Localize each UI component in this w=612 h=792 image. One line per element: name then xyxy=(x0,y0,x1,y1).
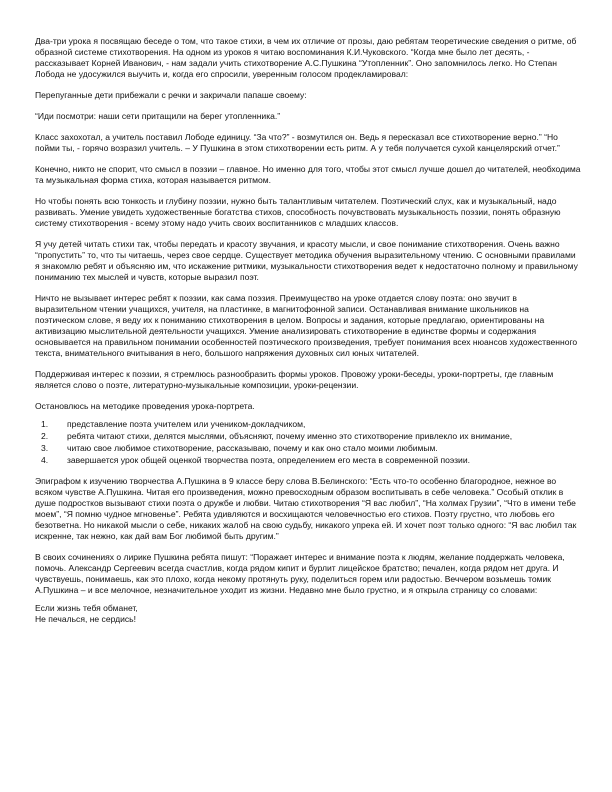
list-item xyxy=(35,431,581,442)
document-page xyxy=(35,36,581,625)
list-item xyxy=(35,443,581,454)
paragraph-student-essays: В своих сочинениях о лирике Пушкина ребята пишут: “Поражает интерес и внимание поэта к людям, желание поддержать человека, помочь. Александр Сергеевич всегда счастлив, когда рядом кипит и бурлит лицейское братство; печален, когда рядом нет друга. И чувствуешь, понимаешь, как это плохо, когда некому протянуть руку, поделиться горем или радостью. Веччером возьмешь томик А.Пушкина – и все мелочное, незначительное уходит из жизни. Недавно мне было грустно, и я открыла страницу со словами: xyxy=(35,552,565,595)
list-item-number: 1. xyxy=(41,419,49,429)
list-item-text: представление поэта учителем или учеником-докладчиком, xyxy=(67,419,306,429)
method-list xyxy=(35,419,581,466)
verse-line: Не печалься, не сердись! xyxy=(35,614,136,624)
verse-line: Если жизнь тебя обманет, xyxy=(35,603,138,613)
paragraph-class-laughed: Класс захохотал, а учитель поставил Лободе единицу. “За что?” - возмутился он. Ведь я пересказал все стихотворение верно.” “Но пойми ты, - горячо возразил учитель. – У Пушкина в этом стихотворении есть ритм. А у тебя получается сухой канцелярский отчет.” xyxy=(35,132,560,153)
list-item-number: 4. xyxy=(41,455,49,465)
paragraph-talented-reader: Но чтобы понять всю тонкость и глубину поэзии, нужно быть талантливым читателем. Поэтический слух, как и музыкальный, надо развивать. Умение увидеть художественные богатства стихов, способность почувствовать музыкальность поэзии, понять образную систему стихотворения - всему этому надо учить своих воспитанников с младших классов. xyxy=(35,196,561,228)
paragraph-teach-reading: Я учу детей читать стихи так, чтобы передать и красоту звучания, и красоту мысли, и свое понимание стихотворения. Очень важно “пропустить” то, что ты читаешь, через свое сердце. Существует методика обучения выразительному чтению. С основными правилами я знакомлю ребят и объясняю им, что искажение ритмики, музыкальности стихотворения ведет к недостаточно полному и правильному пониманию тех мыслей и чувств, которые выразил поэт. xyxy=(35,239,578,282)
verse-quote xyxy=(35,603,581,625)
paragraph-intro: Два-три урока я посвящаю беседе о том, что такое стихи, в чем их отличие от прозы, даю ребятам теоретические сведения о ритме, об образной системе стихотворения. На одном из уроков я читаю воспоминания К.И.Чуковского. “Когда мне было лет десять, - рассказывает Корней Иванович, - нам задали учить стихотворение А.С.Пушкина “Утопленник”. Оно запомнилось легко. Но Степан Лобода не удосужился выучить и, когда его спросили, уверенным голосом продекламировал: xyxy=(35,36,577,79)
paragraph-lesson-forms: Поддерживая интерес к поэзии, я стремлюсь разнообразить формы уроков. Провожу уроки-беседы, уроки-портреты, где главным является слово о поэте, литературно-музыкальные композиции, уроки-рецензии. xyxy=(35,369,554,390)
paragraph-epigraph-pushkin: Эпиграфом к изучению творчества А.Пушкина в 9 классе беру слова В.Белинского: “Есть что-то особенно благородное, нежное во всяком чувстве А.Пушкина. Читая его произведения, можно превосходным образом воспитывать в себе человека.” Особый отклик в душе подростков вызывают стихи поэта о дружбе и любви. Читаю стихотворения “Я вас любил”, “На холмах Грузии”, “Что в имени тебе моем”, “Я помню чудное мгновенье”. Ребята удивляются и восхищаются человечностью его стихов. Поэту грустно, что любовь его безответна. Но никакой мысли о себе, никаких жалоб на свою судьбу, никакого упрека ей. И хочет поэт только одного: “Я вас любил так искренне, так нежно, как дай вам Бог любимой быть другим.” xyxy=(35,476,577,541)
paragraph-interest-poetry: Ничто не вызывает интерес ребят к поэзии, как сама поэзия. Преимущество на уроке отдается слову поэта: оно звучит в выразительном чтении учащихся, учителя, на пластинке, в магнитофонной записи. Останавливая внимание школьников на поэтическом слове, я веду их к пониманию стихотворения в целом. Вопросы и задания, которые предлагаю, ориентированы на активизацию мыслительной деятельности учащихся. Умение анализировать стихотворение в единстве формы и содержания основывается на правильном понимании особенностей поэтического произведения, требует понимания всех нюансов художественного текста, внимательного вчитывания в него, большого напряжения духовных сил юных читателей. xyxy=(35,293,578,358)
paragraph-quote-nets: “Иди посмотри: наши сети притащили на берег утопленника.” xyxy=(35,111,281,121)
list-item xyxy=(35,419,581,430)
list-item-number: 3. xyxy=(41,443,49,453)
paragraph-scared-children: Перепуганные дети прибежали с речки и закричали папаше своему: xyxy=(35,90,307,100)
list-item-text: читаю свое любимое стихотворение, рассказываю, почему и как оно стало моими любимым. xyxy=(67,443,438,453)
list-item-text: завершается урок общей оценкой творчества поэта, определением его места в современной поэзии. xyxy=(67,455,470,465)
paragraph-portrait-method: Остановлюсь на методике проведения урока-портрета. xyxy=(35,401,255,411)
list-item-number: 2. xyxy=(41,431,49,441)
paragraph-meaning-rhythm: Конечно, никто не спорит, что смысл в поэзии – главное. Но именно для того, чтобы этот смысл лучше дошел до читателей, необходима та музыкальная форма стиха, которая называется ритмом. xyxy=(35,164,581,185)
list-item-text: ребята читают стихи, делятся мыслями, объясняют, почему именно это стихотворение привлекло их внимание, xyxy=(67,431,513,441)
list-item xyxy=(35,455,581,466)
